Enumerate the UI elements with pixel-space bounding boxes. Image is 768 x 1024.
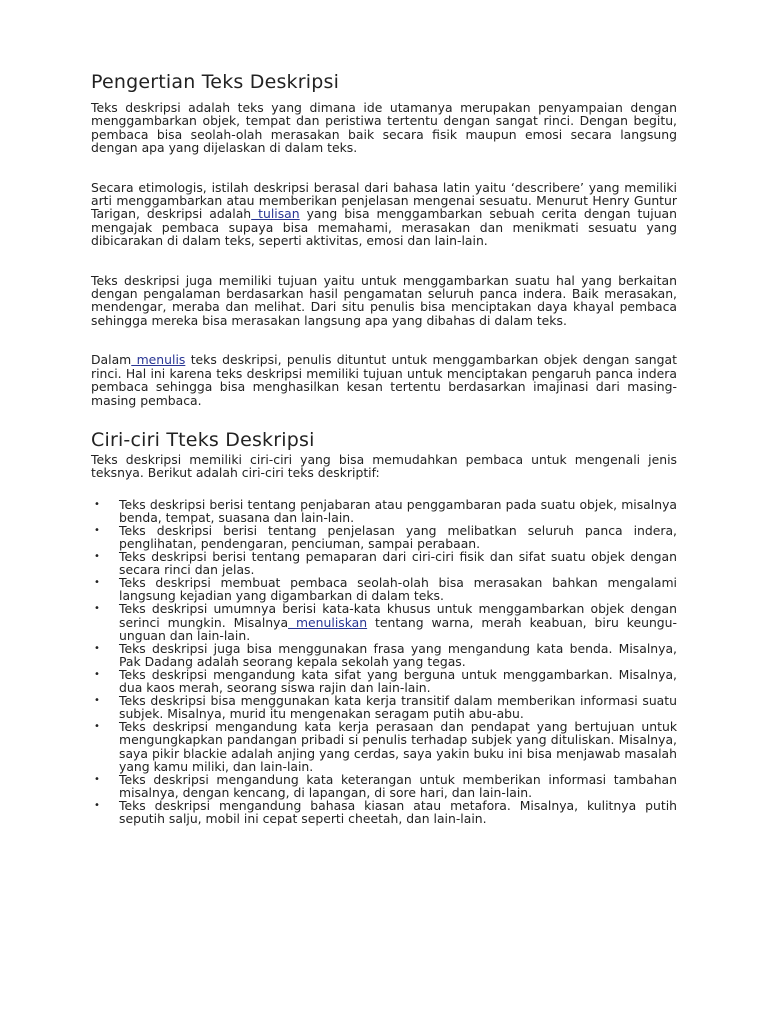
paragraph-etymology-text-a: Secara etimologis, istilah deskripsi berasal dari bahasa latin yaitu ‘describere’ yang memiliki arti menggambarkan atau memberikan penjelasan mengenai sesuatu. Menurut Henry Guntur Tarigan, deskripsi adalah [91, 179, 677, 222]
bullet-icon: • [94, 524, 100, 536]
bullet-icon: • [94, 551, 100, 563]
paragraph-writing [91, 353, 677, 407]
bullet-icon: • [94, 773, 100, 785]
bullet-icon: • [94, 668, 100, 680]
list-item [91, 799, 677, 825]
list-item [91, 668, 677, 694]
bullet-icon: • [94, 695, 100, 707]
paragraph-ciri-intro: Teks deskripsi memiliki ciri-ciri yang bisa memudahkan pembaca untuk mengenali jenis teksnya. Berikut adalah ciri-ciri teks deskriptif: [91, 451, 677, 481]
link-menulis[interactable]: menulis [131, 352, 186, 368]
list-item [91, 498, 677, 524]
bullet-icon: • [94, 642, 100, 654]
paragraph-writing-text-b: teks deskripsi, penulis dituntut untuk menggambarkan objek dengan sangat rinci. Hal ini karena teks deskripsi memiliki tujuan untuk menciptakan pengaruh panca indera pembaca sehingga bisa menghasilkan kesan tertentu berdasarkan imajinasi dari masing-masing pembaca. [91, 352, 677, 408]
paragraph-definition: Teks deskripsi adalah teks yang dimana ide utamanya merupakan penyampaian dengan menggambarkan objek, tempat dan peristiwa tertentu dengan sangat rinci. Dengan begitu, pembaca bisa seolah-olah merasakan baik secara fisik maupun emosi secara langsung dengan apa yang dijelaskan di dalam teks. [91, 100, 677, 156]
section-title-ciri-ciri: Ciri-ciri Tteks Deskripsi [91, 428, 315, 451]
list-item-text: Teks deskripsi mengandung kata keterangan untuk memberikan informasi tambahan misalnya, dengan kencang, di lapangan, di sore hari, dan lain-lain. [119, 771, 677, 800]
list-item-text: Teks deskripsi mengandung kata sifat yang berguna untuk menggambarkan. Misalnya, dua kaos merah, seorang siswa rajin dan lain-lain. [119, 666, 677, 696]
list-item [91, 576, 677, 602]
list-item [91, 642, 677, 668]
list-item-text: Teks deskripsi bisa menggunakan kata kerja transitif dalam memberikan informasi suatu subjek. Misalnya, murid itu mengenakan seragam putih abu-abu. [119, 693, 677, 722]
list-item-text: Teks deskripsi berisi tentang pemaparan dari ciri-ciri fisik dan sifat suatu objek dengan secara rinci dan jelas. [119, 549, 677, 578]
list-item [91, 602, 677, 641]
link-tulisan[interactable]: tulisan [251, 206, 300, 222]
bullet-icon: • [94, 721, 100, 733]
paragraph-etymology-text-b: yang bisa menggambarkan sebuah cerita dengan tujuan mengajak pembaca supaya bisa memahami, merasakan dan menikmati sesuatu yang dibicarakan di dalam teks, seperti aktivitas, emosi dan lain-lain. [91, 206, 677, 249]
paragraph-purpose: Teks deskripsi juga memiliki tujuan yaitu untuk menggambarkan suatu hal yang berkaitan dengan pengalaman berdasarkan hasil pengamatan seluruh panca indera. Baik merasakan, mendengar, meraba dan melihat. Dari situ penulis bisa menciptakan daya khayal pembaca sehingga mereka bisa merasakan langsung apa yang dibahas di dalam teks. [91, 272, 677, 328]
link-menuliskan[interactable]: menuliskan [288, 614, 368, 630]
list-item-text: Teks deskripsi berisi tentang penjabaran atau penggambaran pada suatu objek, misalnya benda, tempat, suasana dan lain-lain. [119, 496, 677, 525]
list-item [91, 694, 677, 720]
paragraph-writing-text-a: Dalam [91, 352, 132, 368]
document-page [91, 70, 677, 825]
list-item-text: Teks deskripsi juga bisa menggunakan frasa yang mengandung kata benda. Misalnya, Pak Dadang adalah seorang kepala sekolah yang tegas. [119, 640, 677, 669]
list-item [91, 550, 677, 576]
list-item-text: Teks deskripsi mengandung kata kerja perasaan dan pendapat yang bertujuan untuk mengungkapkan pandangan pribadi si penulis terhadap subjek yang dituliskan. Misalnya, saya pikir blackie adalah anjing yang cerdas, saya yakin buku ini bisa menjawab masalah yang kamu miliki, dan lain-lain. [119, 719, 677, 774]
list-item [91, 524, 677, 550]
bullet-icon: • [94, 577, 100, 589]
bullet-icon: • [94, 799, 100, 811]
list-item [91, 720, 677, 772]
list-item-text-b: tentang warna, merah keabuan, biru keungu-unguan dan lain-lain. [119, 614, 677, 643]
section-title-pengertian: Pengertian Teks Deskripsi [91, 71, 340, 93]
list-item [91, 773, 677, 799]
list-item-text: Teks deskripsi membuat pembaca seolah-olah bisa merasakan bahkan mengalami langsung kejadian yang digambarkan di dalam teks. [119, 575, 677, 604]
list-item-text: Teks deskripsi mengandung bahasa kiasan atau metafora. Misalnya, kulitnya putih seputih salju, mobil ini cepat seperti cheetah, dan lain-lain. [119, 797, 677, 826]
list-item-text-a: Teks deskripsi umumnya berisi kata-kata khusus untuk menggambarkan objek dengan serinci mungkin. Misalnya [119, 601, 677, 630]
paragraph-etymology [91, 181, 677, 248]
ciri-ciri-list [91, 498, 677, 825]
bullet-icon: • [94, 603, 100, 615]
bullet-icon: • [94, 498, 100, 510]
list-item-text: Teks deskripsi berisi tentang penjelasan yang melibatkan seluruh panca indera, penglihatan, pendengaran, penciuman, sampai perabaan. [119, 522, 677, 551]
